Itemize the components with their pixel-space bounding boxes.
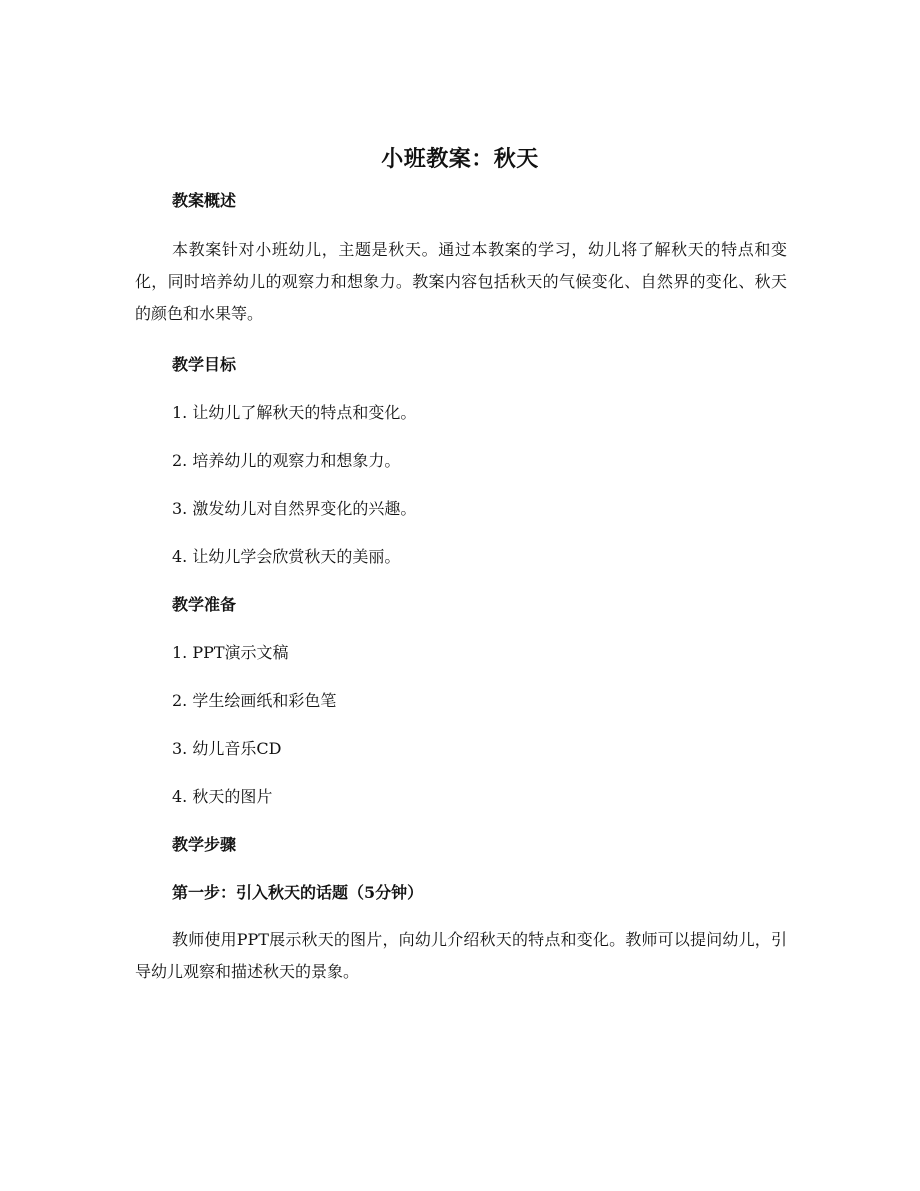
preparation-item-1: 1. PPT演示文稿 [172, 643, 289, 662]
step1-paragraph: 教师使用PPT展示秋天的图片，向幼儿介绍秋天的特点和变化。教师可以提问幼儿，引导幼儿观察和描述秋天的景象。 [135, 930, 787, 981]
section-heading-steps: 教学步骤 [172, 835, 237, 854]
document-body [135, 188, 787, 988]
document-title: 小班教案：秋天 [381, 146, 539, 172]
goal-item-4: 4. 让幼儿学会欣赏秋天的美丽。 [172, 547, 401, 566]
overview-paragraph: 本教案针对小班幼儿，主题是秋天。通过本教案的学习，幼儿将了解秋天的特点和变化，同时培养幼儿的观察力和想象力。教案内容包括秋天的气候变化、自然界的变化、秋天的颜色和水果等。 [135, 240, 787, 323]
goal-item-1: 1. 让幼儿了解秋天的特点和变化。 [172, 403, 417, 422]
preparation-item-4: 4. 秋天的图片 [172, 787, 273, 806]
step1-heading: 第一步：引入秋天的话题（5分钟） [172, 883, 424, 902]
section-heading-goals: 教学目标 [172, 355, 237, 374]
preparation-item-3: 3. 幼儿音乐CD [172, 739, 282, 758]
preparation-item-2: 2. 学生绘画纸和彩色笔 [172, 691, 337, 710]
section-heading-preparation: 教学准备 [172, 595, 237, 614]
goal-item-2: 2. 培养幼儿的观察力和想象力。 [172, 451, 401, 470]
section-heading-overview: 教案概述 [172, 191, 237, 210]
goal-item-3: 3. 激发幼儿对自然界变化的兴趣。 [172, 499, 417, 518]
